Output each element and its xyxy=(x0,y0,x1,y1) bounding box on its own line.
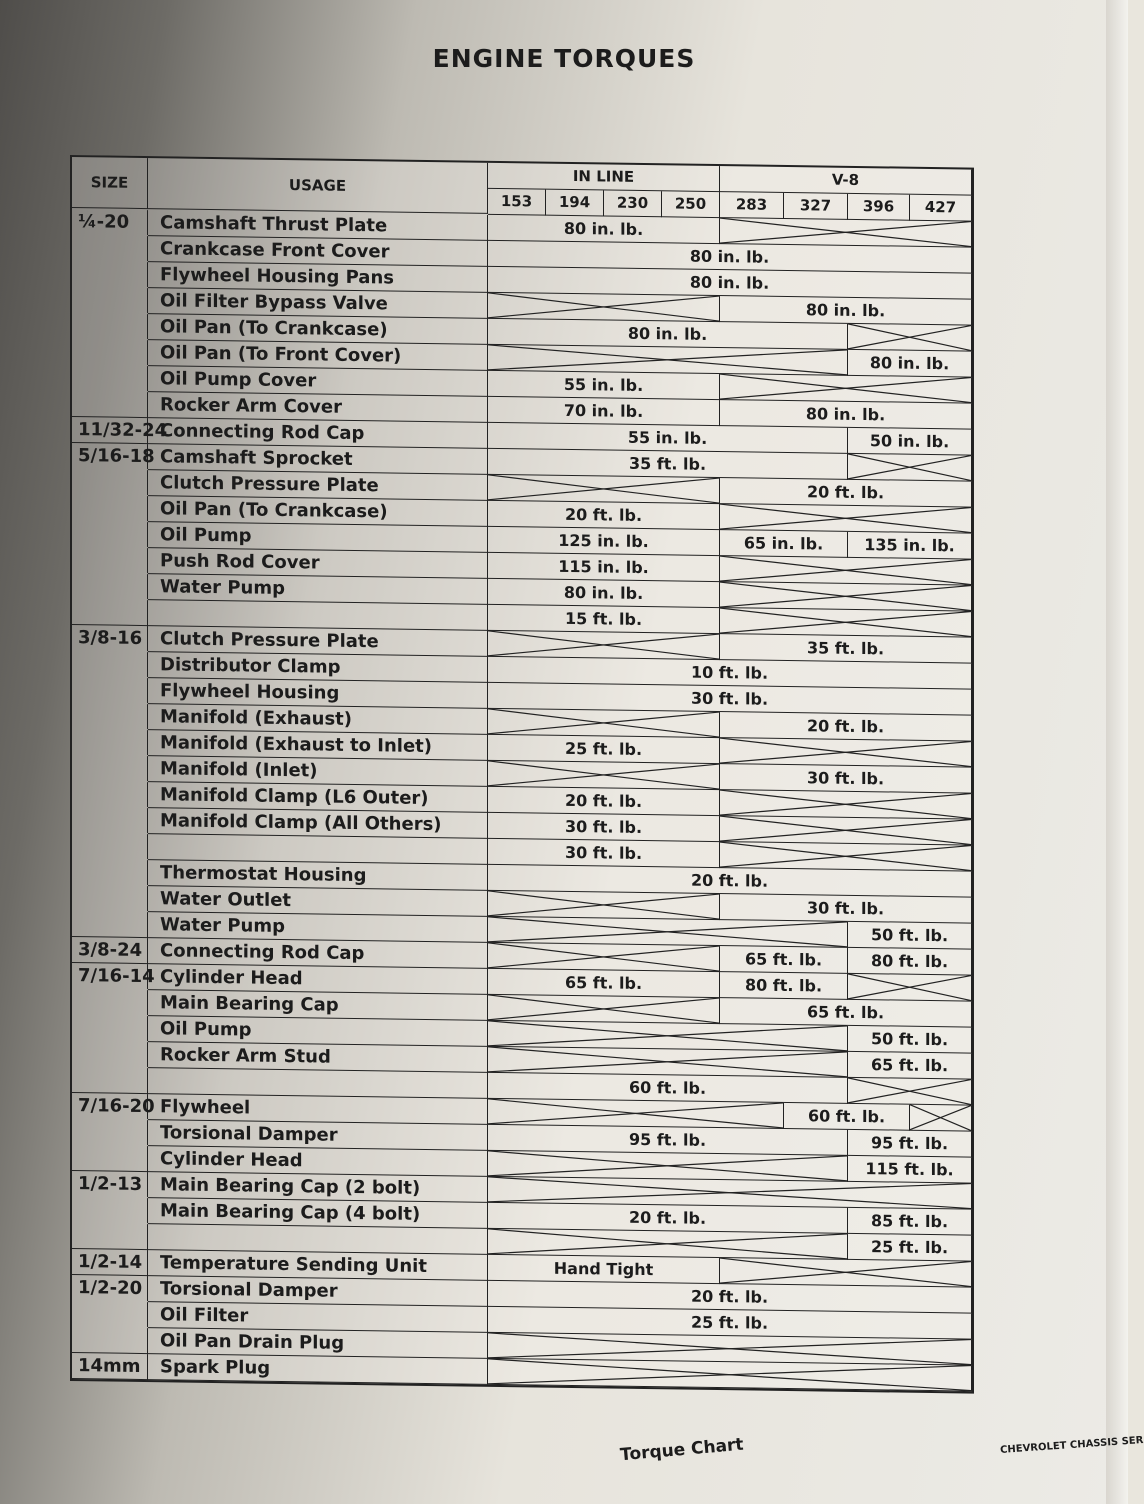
size-cell xyxy=(72,1119,148,1145)
size-cell xyxy=(72,677,148,703)
usage-cell: Manifold (Inlet) xyxy=(148,756,488,787)
size-cell: 5/16-18 xyxy=(72,443,148,469)
cross-out-icon xyxy=(720,556,971,585)
cross-out-icon xyxy=(720,816,971,845)
size-cell xyxy=(72,859,148,885)
size-cell xyxy=(72,1301,148,1327)
torque-value: 50 ft. lb. xyxy=(848,922,972,950)
size-cell: 1/2-14 xyxy=(72,1249,148,1276)
usage-cell: Water Pump xyxy=(148,574,488,605)
torque-value: 65 ft. lb. xyxy=(488,969,720,998)
size-cell: 3/8-16 xyxy=(72,625,148,651)
torque-value: 20 ft. lb. xyxy=(488,1281,972,1314)
torque-value: 30 ft. lb. xyxy=(488,683,972,716)
size-cell: 14mm xyxy=(72,1353,148,1380)
cross-out-icon xyxy=(488,761,719,789)
torque-value: 70 in. lb. xyxy=(488,397,720,426)
engine-427: 427 xyxy=(910,195,972,222)
usage-cell: Thermostat Housing xyxy=(148,860,488,891)
size-cell: 11/32-24 xyxy=(72,417,148,444)
cross-out-icon xyxy=(720,374,971,403)
page-title: ENGINE TORQUES xyxy=(432,44,696,73)
usage-cell: Manifold Clamp (All Others) xyxy=(148,808,488,839)
size-cell xyxy=(72,261,148,287)
torque-value: 50 in. lb. xyxy=(848,428,972,456)
usage-cell: Oil Filter xyxy=(148,1302,488,1333)
not-applicable-cell xyxy=(488,1099,784,1129)
torque-value: 55 in. lb. xyxy=(488,371,720,400)
size-cell xyxy=(72,599,148,626)
not-applicable-cell xyxy=(720,842,972,872)
usage-cell: Manifold (Exhaust) xyxy=(148,704,488,735)
size-cell xyxy=(72,573,148,599)
usage-cell: Main Bearing Cap xyxy=(148,990,488,1021)
torque-value: 80 in. lb. xyxy=(848,350,972,378)
torque-value: 20 ft. lb. xyxy=(720,712,972,742)
not-applicable-cell xyxy=(488,891,720,920)
torque-value: 30 ft. lb. xyxy=(488,839,720,868)
cross-out-icon xyxy=(488,345,847,375)
header-inline: IN LINE xyxy=(488,163,720,192)
footer-label: Torque Chart xyxy=(619,1434,745,1466)
torque-value: 80 ft. lb. xyxy=(848,948,972,976)
not-applicable-cell xyxy=(488,709,720,738)
cross-out-icon xyxy=(488,1177,971,1209)
torque-value: 80 in. lb. xyxy=(488,215,720,244)
usage-cell: Oil Pan (To Crankcase) xyxy=(148,314,488,345)
usage-cell: Crankcase Front Cover xyxy=(148,236,488,267)
size-cell: ¼-20 xyxy=(72,209,148,235)
size-cell xyxy=(72,703,148,729)
not-applicable-cell xyxy=(488,761,720,790)
cross-out-icon xyxy=(910,1105,971,1131)
engine-396: 396 xyxy=(848,194,910,221)
size-cell xyxy=(72,1067,148,1094)
torque-value: 50 ft. lb. xyxy=(848,1026,972,1054)
header-usage: USAGE xyxy=(148,158,488,214)
cross-out-icon xyxy=(720,738,971,767)
not-applicable-cell xyxy=(848,324,972,352)
usage-cell: Oil Pump Cover xyxy=(148,366,488,397)
usage-cell: Cylinder Head xyxy=(148,1146,488,1177)
usage-cell: Torsional Damper xyxy=(148,1120,488,1151)
not-applicable-cell xyxy=(488,1229,848,1260)
not-applicable-cell xyxy=(720,790,972,820)
size-cell xyxy=(72,1145,148,1172)
not-applicable-cell xyxy=(720,582,972,612)
torque-value: 80 ft. lb. xyxy=(720,972,848,1000)
torque-value: 35 ft. lb. xyxy=(488,449,848,480)
size-cell xyxy=(72,287,148,313)
size-cell: 7/16-14 xyxy=(72,963,148,989)
size-cell: 1/2-20 xyxy=(72,1275,148,1301)
size-cell xyxy=(72,911,148,938)
cross-out-icon xyxy=(488,293,719,321)
not-applicable-cell xyxy=(720,1258,972,1288)
torque-value: 115 ft. lb. xyxy=(848,1156,972,1184)
not-applicable-cell xyxy=(910,1105,972,1132)
cross-out-icon xyxy=(488,1021,847,1051)
usage-cell: Water Outlet xyxy=(148,886,488,917)
usage-cell: Torsional Damper xyxy=(148,1276,488,1307)
size-cell xyxy=(72,1327,148,1354)
cross-out-icon xyxy=(488,943,719,971)
cross-out-icon xyxy=(488,891,719,919)
size-cell xyxy=(72,989,148,1015)
not-applicable-cell xyxy=(720,374,972,404)
not-applicable-cell xyxy=(488,475,720,504)
torque-value: 30 ft. lb. xyxy=(720,764,972,794)
footer-series: CHEVROLET CHASSIS SER xyxy=(999,1435,1144,1456)
cross-out-icon xyxy=(848,974,971,1001)
size-cell xyxy=(72,495,148,521)
usage-cell: Rocker Arm Stud xyxy=(148,1042,488,1073)
size-cell xyxy=(72,1197,148,1223)
cross-out-icon xyxy=(488,1047,847,1077)
not-applicable-cell xyxy=(488,1047,848,1078)
torque-value: 60 ft. lb. xyxy=(488,1073,848,1104)
not-applicable-cell xyxy=(848,454,972,482)
not-applicable-cell xyxy=(720,738,972,768)
torque-value: 55 in. lb. xyxy=(488,423,848,454)
size-cell: 1/2-13 xyxy=(72,1171,148,1197)
torque-value: 30 ft. lb. xyxy=(720,894,972,924)
engine-153: 153 xyxy=(488,189,546,216)
torque-value: 60 ft. lb. xyxy=(784,1103,910,1131)
size-cell xyxy=(72,339,148,365)
cross-out-icon xyxy=(488,1151,847,1181)
torque-value: 85 ft. lb. xyxy=(848,1208,972,1236)
cross-out-icon xyxy=(488,1099,783,1128)
torque-value: 80 in. lb. xyxy=(488,319,848,350)
cross-out-icon xyxy=(848,454,971,481)
not-applicable-cell xyxy=(720,816,972,846)
size-cell xyxy=(72,547,148,573)
usage-cell: Temperature Sending Unit xyxy=(148,1250,488,1281)
torque-value: 80 in. lb. xyxy=(720,400,972,430)
torque-value: Hand Tight xyxy=(488,1255,720,1284)
size-cell xyxy=(72,729,148,755)
cross-out-icon xyxy=(720,582,971,611)
size-cell xyxy=(72,235,148,261)
engine-283: 283 xyxy=(720,192,784,219)
not-applicable-cell xyxy=(848,1078,972,1106)
size-cell xyxy=(72,833,148,859)
usage-cell: Oil Pump xyxy=(148,522,488,553)
usage-cell: Clutch Pressure Plate xyxy=(148,626,488,657)
usage-cell: Rocker Arm Cover xyxy=(148,392,488,423)
engine-194: 194 xyxy=(546,190,604,217)
cross-out-icon xyxy=(488,475,719,503)
engine-250: 250 xyxy=(662,191,720,218)
not-applicable-cell xyxy=(720,218,972,248)
torque-value: 35 ft. lb. xyxy=(720,634,972,664)
cross-out-icon xyxy=(488,917,847,947)
engine-230: 230 xyxy=(604,190,662,217)
size-cell xyxy=(72,755,148,781)
torque-value: 65 ft. lb. xyxy=(720,946,848,974)
torque-value: 80 in. lb. xyxy=(488,267,972,300)
torque-value: 20 ft. lb. xyxy=(488,501,720,530)
usage-cell: Oil Pan (To Crankcase) xyxy=(148,496,488,527)
size-cell xyxy=(72,885,148,911)
torque-value: 65 ft. lb. xyxy=(720,998,972,1028)
usage-cell: Main Bearing Cap (2 bolt) xyxy=(148,1172,488,1203)
usage-cell: Main Bearing Cap (4 bolt) xyxy=(148,1198,488,1229)
usage-cell: Clutch Pressure Plate xyxy=(148,470,488,501)
usage-cell: Flywheel Housing Pans xyxy=(148,262,488,293)
torque-value: 115 in. lb. xyxy=(488,553,720,582)
cross-out-icon xyxy=(720,1258,971,1287)
torque-value: 95 ft. lb. xyxy=(848,1130,972,1158)
header-size: SIZE xyxy=(72,157,148,209)
torque-value: 135 in. lb. xyxy=(848,532,972,560)
size-cell xyxy=(72,469,148,495)
size-cell xyxy=(72,807,148,833)
torque-table xyxy=(70,155,974,1394)
size-cell xyxy=(72,1223,148,1250)
torque-value: 65 in. lb. xyxy=(720,530,848,558)
cross-out-icon xyxy=(848,1078,971,1105)
size-cell xyxy=(72,365,148,391)
not-applicable-cell xyxy=(720,504,972,534)
not-applicable-cell xyxy=(488,293,720,322)
not-applicable-cell xyxy=(720,608,972,638)
usage-cell: Oil Pan (To Front Cover) xyxy=(148,340,488,371)
torque-value: 10 ft. lb. xyxy=(488,657,972,690)
header-v8: V-8 xyxy=(720,166,972,196)
usage-cell: Flywheel xyxy=(148,1094,488,1125)
size-cell: 3/8-24 xyxy=(72,937,148,964)
torque-value: 125 in. lb. xyxy=(488,527,720,556)
torque-value: 20 ft. lb. xyxy=(488,865,972,898)
cross-out-icon xyxy=(720,218,971,247)
cross-out-icon xyxy=(488,995,719,1023)
not-applicable-cell xyxy=(720,556,972,586)
usage-cell: Flywheel Housing xyxy=(148,678,488,709)
usage-cell: Cylinder Head xyxy=(148,964,488,995)
torque-value: 20 ft. lb. xyxy=(720,478,972,508)
torque-value: 65 ft. lb. xyxy=(848,1052,972,1080)
size-cell xyxy=(72,781,148,807)
usage-cell: Manifold (Exhaust to Inlet) xyxy=(148,730,488,761)
usage-cell: Camshaft Sprocket xyxy=(148,444,488,475)
not-applicable-cell xyxy=(488,345,848,376)
not-applicable-cell xyxy=(488,631,720,660)
usage-cell: Distributor Clamp xyxy=(148,652,488,683)
not-applicable-cell xyxy=(488,995,720,1024)
usage-cell: Connecting Rod Cap xyxy=(148,938,488,969)
engine-327: 327 xyxy=(784,193,848,220)
cross-out-icon xyxy=(848,324,971,351)
cross-out-icon xyxy=(720,842,971,871)
usage-cell: Push Rod Cover xyxy=(148,548,488,579)
torque-value: 25 ft. lb. xyxy=(488,735,720,764)
size-cell xyxy=(72,313,148,339)
usage-cell: Camshaft Thrust Plate xyxy=(148,210,488,241)
torque-value: 20 ft. lb. xyxy=(488,1203,848,1234)
size-cell xyxy=(72,521,148,547)
usage-cell: Oil Filter Bypass Valve xyxy=(148,288,488,319)
cross-out-icon xyxy=(720,608,971,637)
cross-out-icon xyxy=(720,790,971,819)
size-cell xyxy=(72,1041,148,1067)
usage-cell: Water Pump xyxy=(148,912,488,943)
not-applicable-cell xyxy=(848,974,972,1002)
size-cell xyxy=(72,391,148,418)
usage-cell: Connecting Rod Cap xyxy=(148,418,488,449)
cross-out-icon xyxy=(488,631,719,659)
table-body xyxy=(72,209,972,1392)
cross-out-icon xyxy=(720,504,971,533)
torque-value: 25 ft. lb. xyxy=(488,1307,972,1340)
torque-value: 80 in. lb. xyxy=(488,579,720,608)
usage-cell: Oil Pump xyxy=(148,1016,488,1047)
usage-cell: Oil Pan Drain Plug xyxy=(148,1328,488,1359)
torque-value: 30 ft. lb. xyxy=(488,813,720,842)
page-edge xyxy=(1106,0,1128,1504)
torque-value: 25 ft. lb. xyxy=(848,1234,972,1262)
not-applicable-cell xyxy=(488,1359,972,1392)
size-cell xyxy=(72,651,148,677)
torque-value: 80 in. lb. xyxy=(488,241,972,274)
torque-value: 20 ft. lb. xyxy=(488,787,720,816)
not-applicable-cell xyxy=(488,943,720,972)
size-cell xyxy=(72,1015,148,1041)
torque-value: 80 in. lb. xyxy=(720,296,972,326)
cross-out-icon xyxy=(488,1229,847,1259)
cross-out-icon xyxy=(488,709,719,737)
usage-cell: Manifold Clamp (L6 Outer) xyxy=(148,782,488,813)
torque-value: 95 ft. lb. xyxy=(488,1125,848,1156)
size-cell: 7/16-20 xyxy=(72,1093,148,1119)
torque-value: 15 ft. lb. xyxy=(488,605,720,634)
usage-cell: Spark Plug xyxy=(148,1354,488,1385)
cross-out-icon xyxy=(488,1359,971,1391)
